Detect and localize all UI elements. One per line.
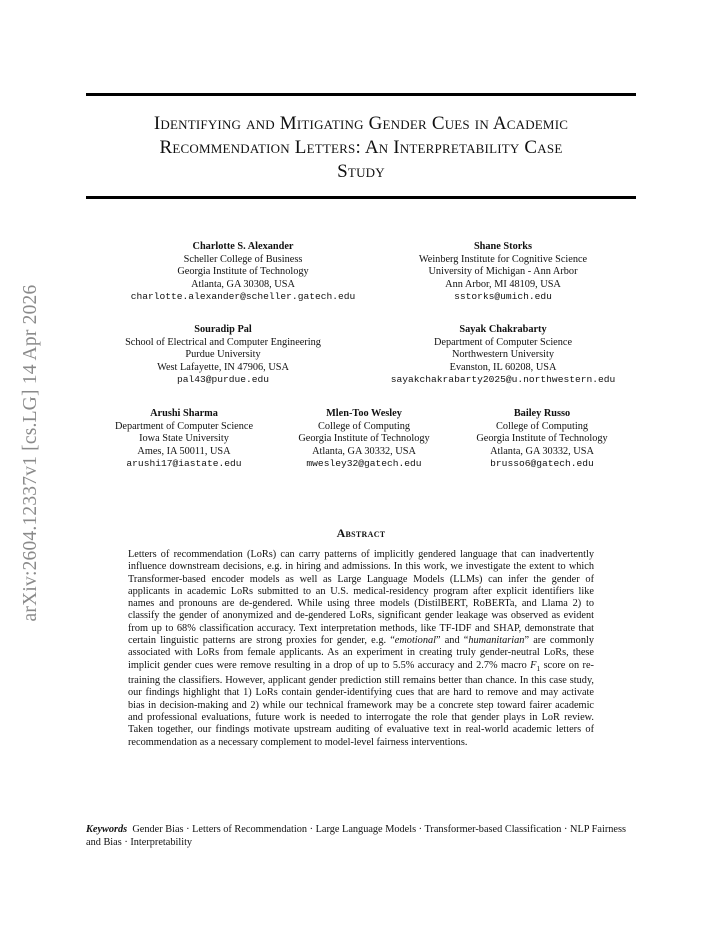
author-address: Atlanta, GA 30308, USA (191, 278, 295, 290)
author-institution: University of Michigan - Ann Arbor (428, 266, 578, 278)
keywords-label: Keywords (86, 824, 128, 835)
title-line-1: Identifying and Mitigating Gender Cues in Academic (153, 113, 569, 134)
author-affiliation: College of Computing (495, 420, 589, 432)
author-address: West Lafayette, IN 47906, USA (157, 361, 289, 373)
author-address: Atlanta, GA 30332, USA (312, 445, 416, 457)
author-affiliation: School of Electrical and Computer Engineering (125, 336, 321, 348)
abstract-text-part-1: Letters of recommendation (LoRs) can carry patterns of implicitly gendered language that can inadvertently influence downstream decisions, e.g. in hiring and admissions. In this work, we investigate the extent to which Transformer-based encoder models as well as Large Language Models (LLMs) can infer the gender of applicants in academic LoRs submitted to an U.S. medical-residency program after explicit identifiers like names and pronouns are de-gendered. While using three models (DistilBERT, RoBERTa, and Llama 2) to classify the gender of anonymized and de-gendered LoRs, significant gender leakage was observed as evident from up to 68% classification accuracy. Text interpretation methods, like TF-IDF and SHAP, demonstrate that certain linguistic patterns are strong proxies for gender, e.g. “ (128, 549, 594, 647)
abstract-emphasis-emotional: emotional (394, 635, 436, 647)
keywords-list: Gender Bias · Letters of Recommendation · Large Language Models · Transformer-based Classification · NLP Fairness and Bias · Interpretability (86, 824, 626, 848)
author-institution: Purdue University (185, 349, 261, 361)
author-institution: Northwestern University (451, 349, 555, 361)
author-email: sstorks@umich.edu (454, 291, 552, 303)
author-block-4 (368, 324, 638, 387)
author-block-1 (128, 241, 358, 304)
author-name: Arushi Sharma (150, 408, 218, 419)
author-affiliation: Scheller College of Business (183, 253, 303, 265)
title-line-3: Study (337, 161, 385, 182)
author-institution: Georgia Institute of Technology (298, 433, 430, 445)
author-email: charlotte.alexander@scheller.gatech.edu (130, 291, 356, 303)
f1-symbol: F (530, 659, 537, 671)
abstract-text-part-3: ” are commonly associated with LoRs from female applicants. As an experiment in creating truly gender-neutral LoRs, these implicit gender cues were remove resulting in a drop of up to 5.5% accuracy and 2.7% macro (128, 635, 594, 671)
author-address: Atlanta, GA 30332, USA (490, 445, 594, 457)
abstract-text-part-2: ” and “ (435, 635, 469, 647)
author-affiliation: Department of Computer Science (433, 336, 573, 348)
author-address: Ann Arbor, MI 48109, USA (445, 278, 561, 290)
abstract-heading: Abstract (336, 526, 386, 540)
author-name: Bailey Russo (513, 408, 571, 419)
abstract-emphasis-humanitarian: humanitarian (468, 635, 525, 647)
arxiv-identifier-text: arXiv:2604.12337v1 [cs.LG] 14 Apr 2026 (20, 284, 41, 622)
author-email: mwesley32@gatech.edu (306, 458, 422, 470)
abstract-body (128, 549, 594, 749)
author-name: Souradip Pal (194, 324, 252, 335)
author-name: Charlotte S. Alexander (192, 241, 294, 252)
author-email: sayakchakrabarty2025@u.northwestern.edu (390, 374, 616, 386)
author-affiliation: Department of Computer Science (114, 420, 254, 432)
title-line-2: Recommendation Letters: An Interpretability Case (159, 137, 563, 158)
author-block-7 (462, 408, 622, 471)
author-address: Ames, IA 50011, USA (137, 445, 231, 457)
abstract-text-part-4: score on re-training the classifiers. However, applicant gender prediction still remains better than chance. In this case study, our findings highlight that 1) LoRs contain gender-identifying cues that are hard to remove and may activate bias in decision-making and 2) while our technical framework may be a concrete step toward fairer academic and professional evaluations, future work is needed to interrogate the role that gender plays in LoR review. Taken together, our findings motivate upstream auditing of evaluative text in real-world academic letters of recommendation as a necessary complement to model-level fairness interventions. (128, 659, 594, 748)
arxiv-identifier-watermark (18, 258, 44, 648)
author-name: Mlen-Too Wesley (326, 408, 402, 419)
author-address: Evanston, IL 60208, USA (449, 361, 557, 373)
author-email: brusso6@gatech.edu (490, 458, 594, 470)
keywords-section (86, 823, 636, 849)
author-block-2 (398, 241, 608, 304)
title-top-rule (86, 93, 636, 96)
f1-subscript: 1 (536, 663, 541, 673)
author-name: Sayak Chakrabarty (459, 324, 547, 335)
author-name: Shane Storks (473, 241, 533, 252)
author-affiliation: College of Computing (317, 420, 411, 432)
author-email: pal43@purdue.edu (176, 374, 270, 386)
author-institution: Georgia Institute of Technology (177, 266, 309, 278)
title-bottom-rule (86, 196, 636, 199)
author-block-6 (284, 408, 444, 471)
author-institution: Georgia Institute of Technology (476, 433, 608, 445)
author-institution: Iowa State University (139, 433, 229, 445)
author-block-5 (104, 408, 264, 471)
author-block-3 (103, 324, 343, 387)
author-affiliation: Weinberg Institute for Cognitive Science (418, 253, 588, 265)
paper-title (86, 112, 636, 184)
author-email: arushi17@iastate.edu (126, 458, 242, 470)
